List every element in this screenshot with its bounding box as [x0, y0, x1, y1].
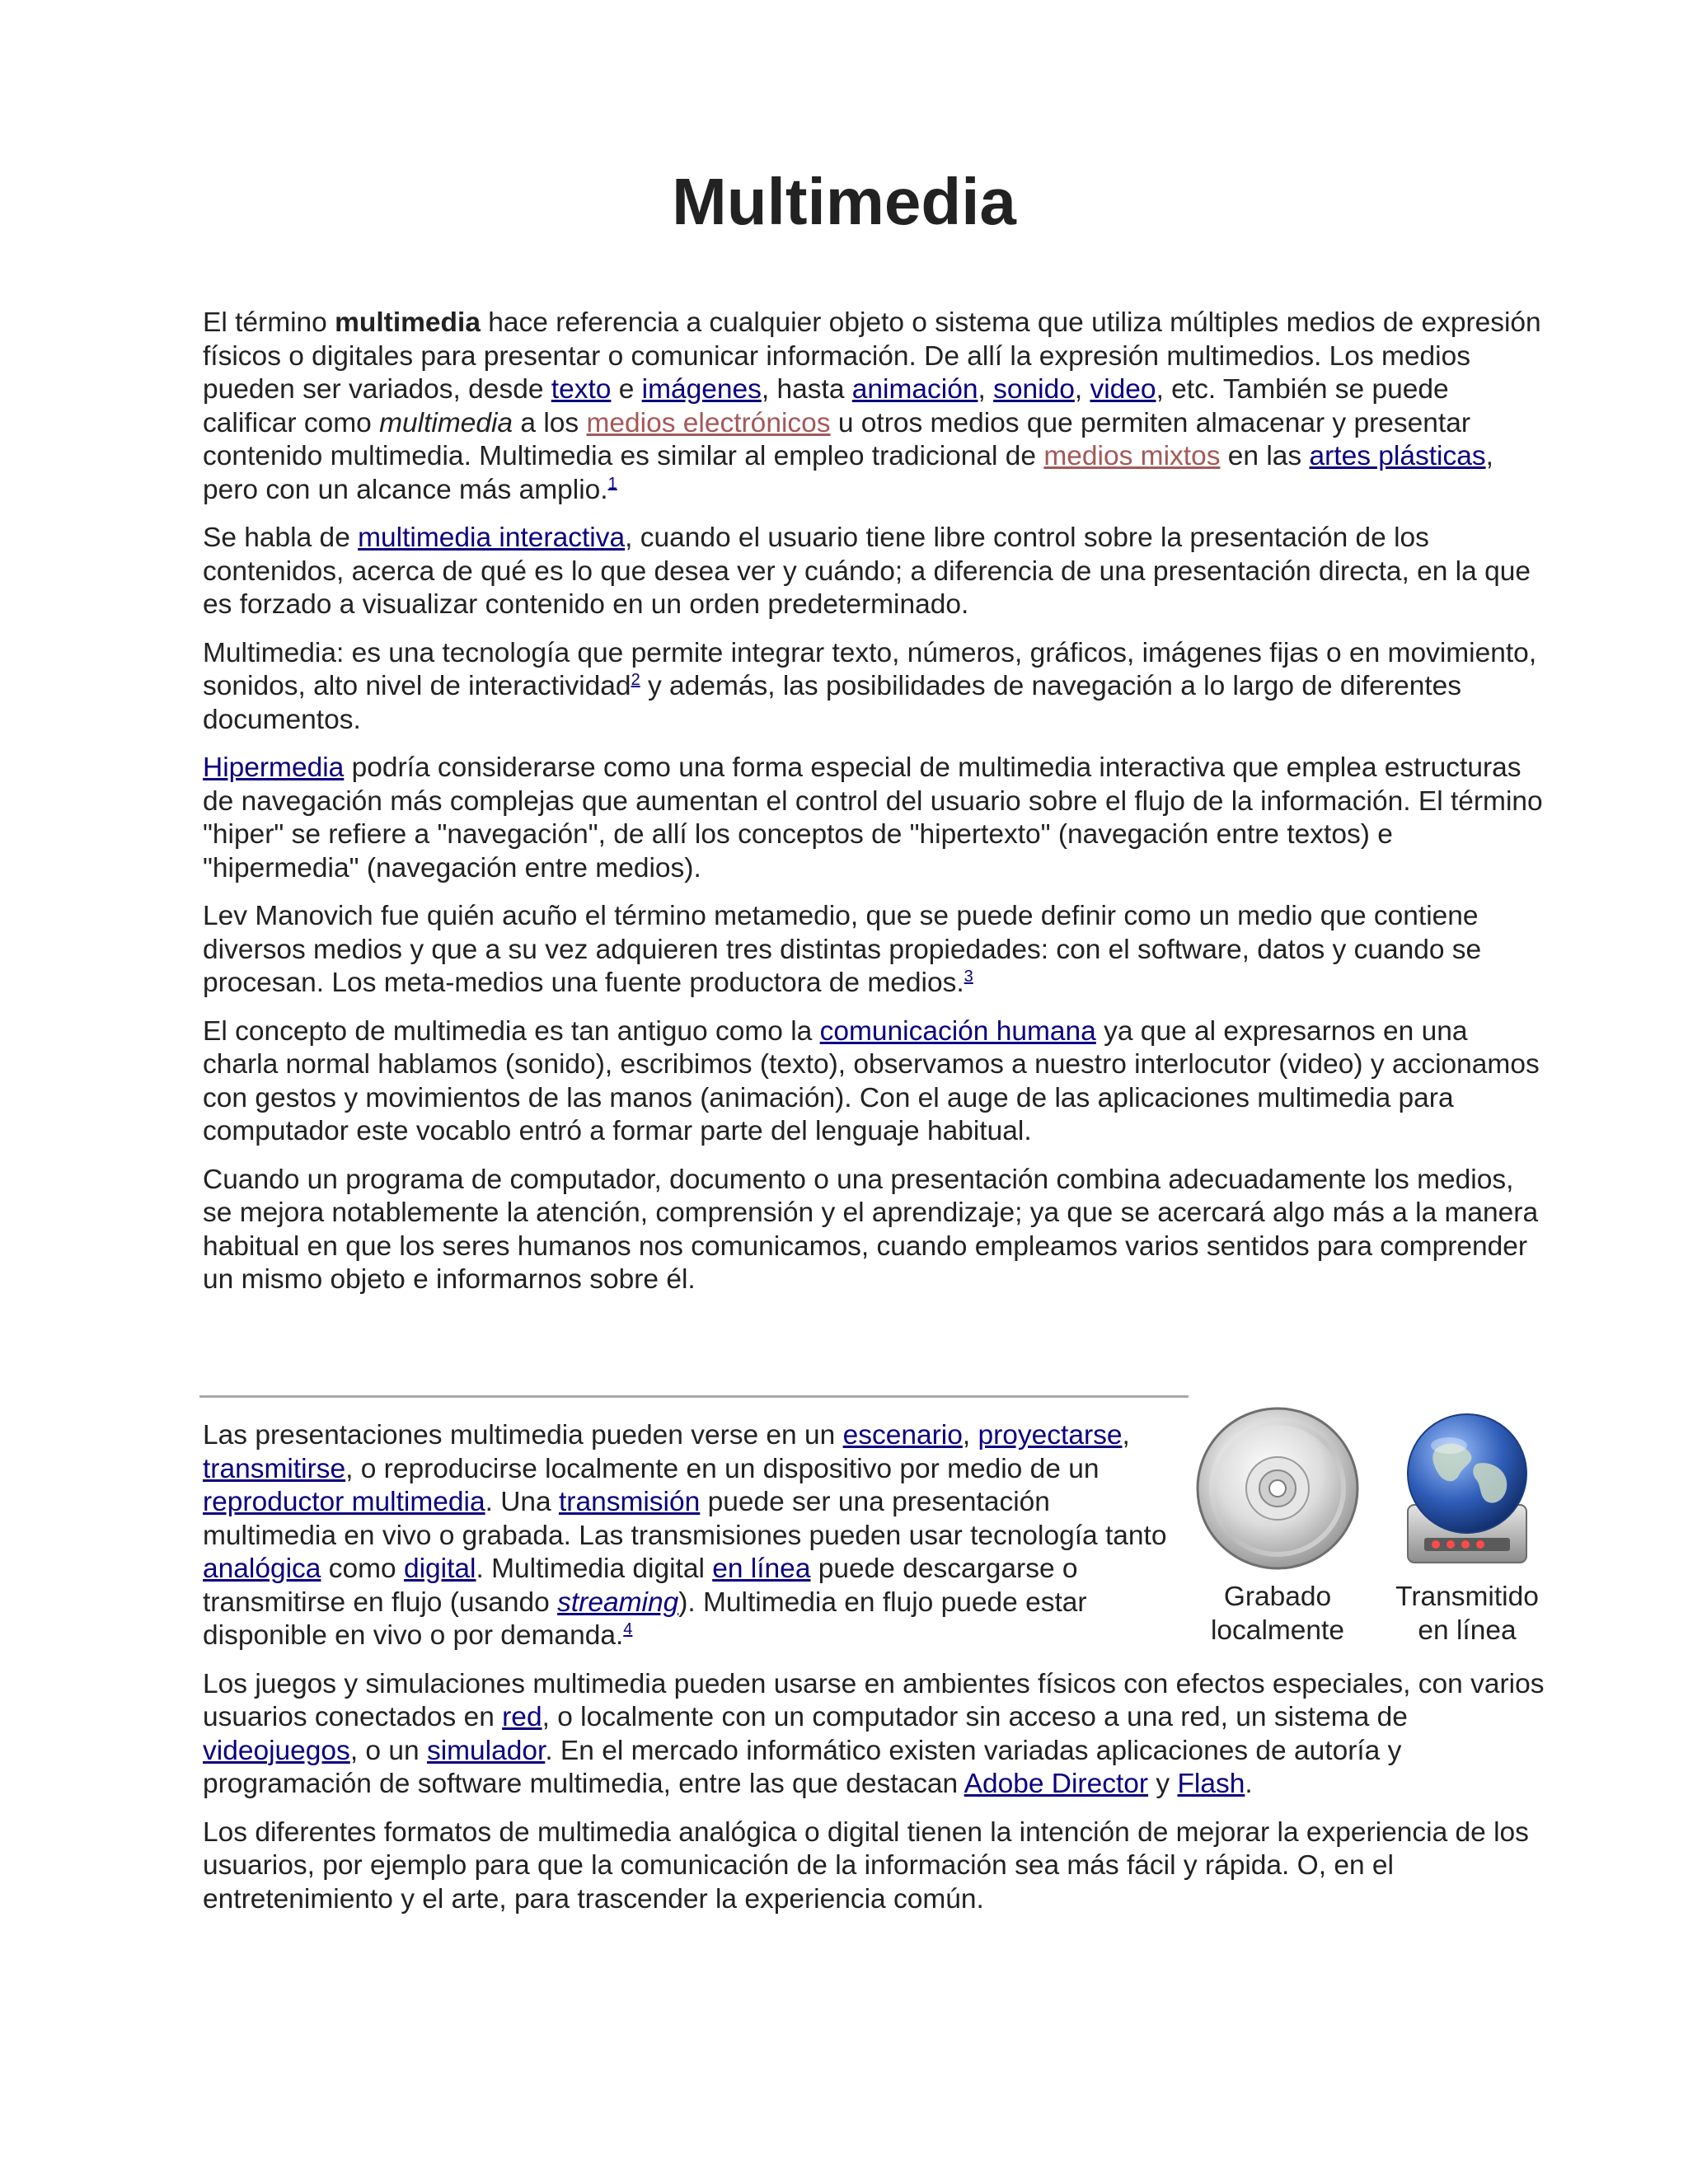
reference-4[interactable]: 4 — [623, 1619, 633, 1638]
text: Cuando un programa de computador, documento o una presentación combina adecuadamente los medios, se mejora notablemente la atención, comprensión y el aprendizaje; ya que se acercará algo más a la manera habitual en que los seres humanos nos comunicamos, cuando empleamos varios sentidos para comprender un mismo objeto e informarnos sobre él. — [203, 1164, 1539, 1295]
italic-term: multimedia — [379, 407, 513, 438]
text: . — [1245, 1769, 1253, 1799]
paragraph-3 — [203, 637, 1546, 738]
link-transmision[interactable]: transmisión — [558, 1487, 701, 1517]
caption-line: Grabado — [1223, 1582, 1332, 1612]
text: . En el mercado informático existen variadas aplicaciones de autoría y programación de software multimedia, entre las que destacan — [203, 1735, 1402, 1799]
text: , o localmente con un computador sin acceso a una red, un sistema de — [542, 1702, 1408, 1732]
link-proyectarse[interactable]: proyectarse — [978, 1420, 1123, 1451]
text: podría considerarse como una forma especial de multimedia interactiva que emplea estructuras de navegación más complejas que aumentan el control del usuario sobre el flujo de la información. El término "hiper" se refiere a "navegación", de allí los conceptos de "hipertexto" (navegación entre textos) e "hipermedia" (navegación entre medios). — [203, 752, 1543, 883]
text: Se habla de — [203, 523, 359, 553]
paragraph-5 — [203, 900, 1546, 1001]
article-body — [203, 307, 1546, 1312]
paragraph-1 — [203, 307, 1546, 507]
reference-2[interactable]: 2 — [631, 670, 640, 689]
link-digital[interactable]: digital — [403, 1554, 476, 1584]
text: Los diferentes formatos de multimedia analógica o digital tienen la intención de mejorar la experiencia de los usuarios, por ejemplo para que la comunicación de la información sea más fácil y rápida. O, en el entretenimiento y el arte, para trascender la experiencia común. — [203, 1816, 1529, 1915]
text: , pero con un alcance más amplio. — [203, 441, 1493, 505]
text: . Multimedia digital — [476, 1554, 713, 1584]
text: , cuando el usuario tiene libre control sobre la presentación de los contenidos, acerca de qué es lo que desea ver y cuándo; a diferencia de una presentación directa, en la que es forzado a visualizar contenido en un orden predeterminado. — [203, 523, 1531, 620]
link-adobe-director[interactable]: Adobe Director — [964, 1769, 1149, 1799]
reference-1[interactable]: 1 — [607, 474, 617, 493]
text: ). Multimedia en flujo puede estar disponible en vivo o por demanda. — [203, 1586, 1087, 1651]
text: y — [1148, 1769, 1178, 1799]
paragraph-2 — [203, 522, 1546, 622]
link-red[interactable]: red — [502, 1702, 542, 1732]
text: puede ser una presentación multimedia en vivo o grabada. Las transmisiones pueden usar tecnología tanto — [203, 1487, 1167, 1551]
paragraph-7 — [203, 1164, 1546, 1297]
text: El término — [203, 307, 335, 338]
text: a los — [513, 407, 587, 438]
text: El concepto de multimedia es tan antiguo como la — [203, 1015, 820, 1047]
caption-line: Transmitido — [1395, 1582, 1539, 1612]
link-animacion[interactable]: animación — [851, 374, 978, 405]
link-reproductor-multimedia[interactable]: reproductor multimedia — [203, 1487, 485, 1517]
link-streaming[interactable] — [557, 1587, 678, 1618]
paragraph-8 — [203, 1419, 1184, 1653]
link-videojuegos[interactable]: videojuegos — [203, 1735, 350, 1766]
link-streaming-text: streaming — [557, 1586, 679, 1618]
reference-3[interactable]: 3 — [964, 967, 973, 986]
link-video[interactable]: video — [1090, 374, 1156, 405]
text: . Una — [485, 1487, 559, 1517]
text: , — [962, 1420, 978, 1451]
text: y además, las posibilidades de navegación a lo largo de diferentes documentos. — [203, 671, 1462, 735]
text: , — [1074, 374, 1090, 405]
link-sonido[interactable]: sonido — [993, 374, 1075, 405]
link-analogica[interactable]: analógica — [203, 1554, 321, 1584]
link-artes-plasticas[interactable]: artes plásticas — [1309, 441, 1486, 471]
caption-line: localmente — [1210, 1615, 1344, 1646]
page-title: Multimedia — [672, 165, 1016, 238]
link-en-linea[interactable]: en línea — [712, 1554, 811, 1584]
paragraph-10 — [203, 1816, 1546, 1917]
article-body-lower — [203, 1419, 1546, 1931]
link-medios-mixtos[interactable]: medios mixtos — [1043, 441, 1221, 471]
text: u otros medios que permiten almacenar y presentar contenido multimedia. Multimedia es similar al empleo tradicional de — [203, 407, 1471, 471]
text: ya que al expresarnos en una charla normal hablamos (sonido), escribimos (texto), observamos a nuestro interlocutor (video) y accionamos con gestos y movimientos de las manos (animación). Con el auge de las aplicaciones multimedia para computador este vocablo entró a formar parte del lenguaje habitual. — [203, 1015, 1540, 1146]
text: en las — [1220, 441, 1310, 471]
text: Lev Manovich fue quién acuño el término metamedio, que se puede definir como un medio que contiene diversos medios y que a su vez adquieren tres distintas propiedades: con el software, datos y cuando se procesan. Los meta-medios una fuente productora de medios. — [203, 901, 1482, 998]
link-comunicacion-humana[interactable]: comunicación humana — [819, 1015, 1096, 1047]
text: e — [611, 374, 642, 405]
link-medios-electronicos[interactable]: medios electrónicos — [586, 407, 831, 438]
text: , — [1122, 1420, 1130, 1451]
text: Multimedia: es una tecnología que permite integrar texto, números, gráficos, imágenes fijas o en movimiento, sonidos, alto nivel de interactividad — [203, 637, 1537, 701]
link-texto[interactable]: texto — [551, 374, 612, 405]
paragraph-9 — [203, 1668, 1546, 1802]
paragraph-6 — [203, 1015, 1546, 1149]
link-imagenes[interactable]: imágenes — [641, 374, 762, 405]
text: Las presentaciones multimedia pueden verse en un — [203, 1420, 843, 1451]
text: , o reproducirse localmente en un dispositivo por medio de un — [345, 1453, 1100, 1484]
bold-term: multimedia — [335, 307, 481, 338]
text: , hasta — [761, 374, 852, 405]
link-transmitirse[interactable]: transmitirse — [203, 1453, 346, 1484]
text: puede descargarse o transmitirse en flujo (usando — [203, 1554, 1078, 1618]
link-escenario[interactable]: escenario — [842, 1420, 963, 1451]
text: como — [321, 1554, 404, 1584]
caption-line: en línea — [1418, 1615, 1517, 1646]
link-hipermedia[interactable]: Hipermedia — [203, 752, 345, 783]
text: Los juegos y simulaciones multimedia pueden usarse en ambientes físicos con efectos especiales, con varios usuarios conectados en — [203, 1668, 1545, 1732]
horizontal-rule — [199, 1395, 1189, 1398]
link-simulador[interactable]: simulador — [426, 1735, 546, 1766]
text: , o un — [349, 1735, 427, 1766]
text: , etc. También se puede calificar como — [203, 374, 1449, 438]
text: , — [978, 374, 994, 405]
paragraph-4 — [203, 752, 1546, 885]
text: hace referencia a cualquier objeto o sistema que utiliza múltiples medios de expresión físicos o digitales para presentar o comunicar información. De allí la expresión multimedios. Los medios pueden ser variados, desde — [203, 307, 1541, 405]
link-multimedia-interactiva[interactable]: multimedia interactiva — [358, 523, 626, 553]
link-flash[interactable]: Flash — [1177, 1769, 1245, 1799]
